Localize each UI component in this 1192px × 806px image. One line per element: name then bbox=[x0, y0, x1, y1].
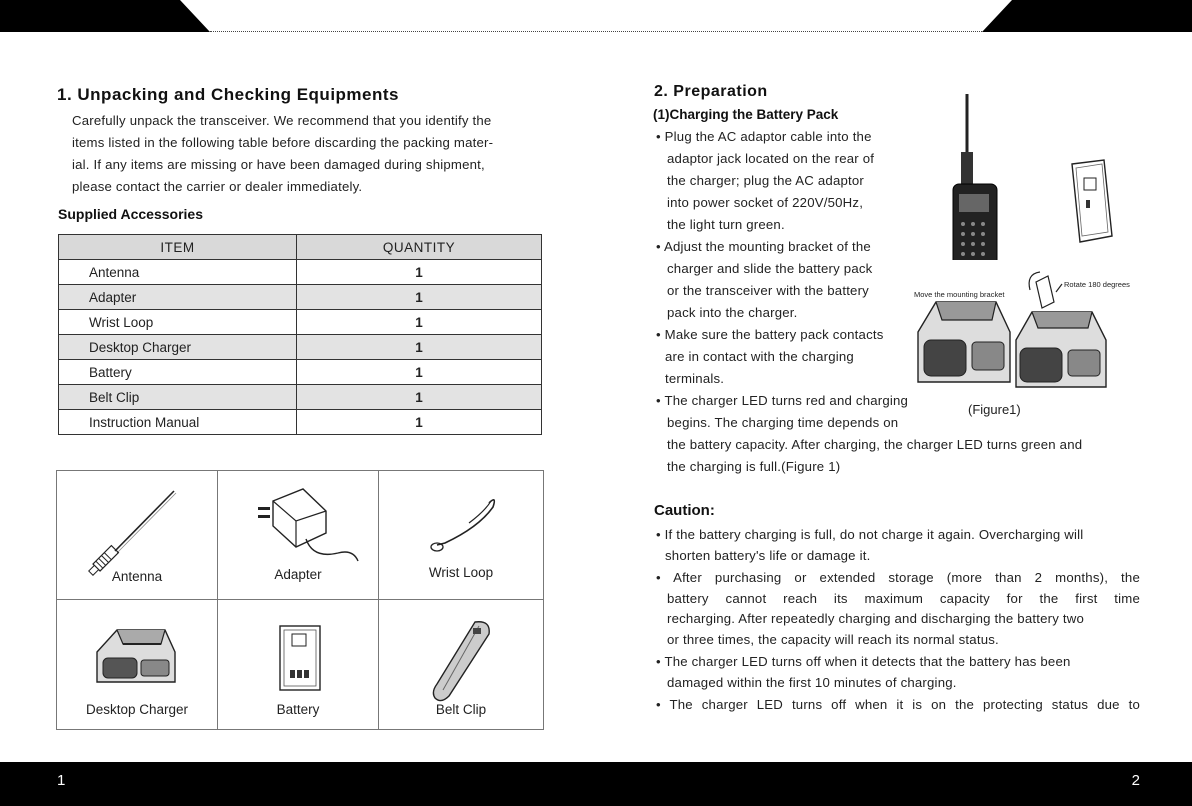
section-title-unpacking: 1. Unpacking and Checking Equipments bbox=[57, 85, 399, 104]
figure1-caption: (Figure1) bbox=[968, 402, 1021, 417]
item-cell: Antenna bbox=[59, 260, 297, 285]
table-row bbox=[59, 260, 542, 285]
grid-cell-wrist-loop bbox=[379, 471, 543, 600]
intro-line: items listed in the following table before discarding the packing mater- bbox=[72, 135, 494, 150]
table-header-row bbox=[59, 235, 542, 260]
page-number-right: 2 bbox=[1131, 772, 1140, 789]
qty-cell: 1 bbox=[297, 385, 542, 410]
qty-cell: 1 bbox=[297, 310, 542, 335]
bullet-line: the light turn green. bbox=[667, 217, 785, 232]
table-row bbox=[59, 285, 542, 310]
table-row bbox=[59, 410, 542, 435]
grid-cell-belt-clip bbox=[379, 600, 543, 729]
bullet-line: the battery capacity. After charging, the charger LED turns green and bbox=[667, 437, 1083, 452]
table-row bbox=[59, 385, 542, 410]
caution-line: damaged within the first 10 minutes of charging. bbox=[667, 674, 957, 690]
wrist-loop-icon bbox=[379, 471, 543, 600]
bullet-line: charger and slide the battery pack bbox=[667, 261, 873, 276]
figure1-chargers-illustration bbox=[906, 232, 1146, 392]
grid-cell-desktop-charger bbox=[57, 600, 218, 729]
bullet-line: • The charger LED turns red and charging bbox=[656, 393, 909, 408]
bullet-line: • Plug the AC adaptor cable into the bbox=[656, 129, 872, 144]
caution-line: or three times, the capacity will reach its normal status. bbox=[667, 631, 999, 647]
intro-line: ial. If any items are missing or have been damaged during shipment, bbox=[72, 157, 485, 172]
accessories-heading: Supplied Accessories bbox=[58, 206, 203, 222]
qty-cell: 1 bbox=[297, 285, 542, 310]
accessory-image-grid bbox=[56, 470, 544, 730]
footer-bar bbox=[0, 762, 1192, 806]
caution-line: recharging. After repeatedly charging and discharging the battery two bbox=[667, 611, 1084, 626]
label-move-bracket: Move the mounting bracket bbox=[914, 290, 1005, 299]
table-row bbox=[59, 360, 542, 385]
caution-line: • The charger LED turns off when it is on the protecting status due to bbox=[656, 697, 1140, 712]
grid-cell-antenna bbox=[57, 471, 218, 600]
header-dotted-line bbox=[210, 31, 982, 32]
bullet-mounting-bracket bbox=[656, 236, 872, 324]
table-row bbox=[59, 310, 542, 335]
page-number-left: 1 bbox=[57, 772, 66, 789]
header-left-tab bbox=[0, 0, 210, 32]
header-quantity: QUANTITY bbox=[297, 235, 542, 260]
item-cell: Instruction Manual bbox=[59, 410, 297, 435]
item-cell: Belt Clip bbox=[59, 385, 297, 410]
caution-line: shorten battery's life or damage it. bbox=[665, 547, 871, 563]
caution-line: • If the battery charging is full, do not charge it again. Overcharging will bbox=[656, 527, 1084, 542]
caption-belt-clip: Belt Clip bbox=[435, 702, 487, 717]
bullet-line: terminals. bbox=[665, 371, 725, 386]
header-item: ITEM bbox=[59, 235, 297, 260]
bullet-line: • Make sure the battery pack contacts bbox=[656, 327, 884, 342]
bullet-ac-adaptor bbox=[656, 126, 874, 236]
bullet-contacts bbox=[656, 324, 884, 390]
intro-line: please contact the carrier or dealer immediately. bbox=[72, 179, 363, 194]
caption-antenna: Antenna bbox=[111, 569, 163, 584]
accessories-table bbox=[58, 234, 542, 435]
intro-paragraph bbox=[72, 110, 493, 198]
battery-pack-icon bbox=[1068, 158, 1118, 248]
bullet-line: the charging is full.(Figure 1) bbox=[667, 459, 841, 474]
grid-cell-battery bbox=[218, 600, 379, 729]
bullet-line: adaptor jack located on the rear of bbox=[667, 151, 875, 166]
caution-line: • The charger LED turns off when it detects that the battery has been bbox=[656, 654, 1071, 669]
qty-cell: 1 bbox=[297, 260, 542, 285]
section-title-preparation: 2. Preparation bbox=[654, 83, 768, 100]
item-cell: Desktop Charger bbox=[59, 335, 297, 360]
table-row bbox=[59, 335, 542, 360]
caption-adapter: Adapter bbox=[274, 567, 322, 582]
intro-line: Carefully unpack the transceiver. We recommend that you identify the bbox=[72, 113, 492, 128]
bullet-line: pack into the charger. bbox=[667, 305, 798, 320]
caution-list bbox=[656, 525, 1140, 716]
item-cell: Adapter bbox=[59, 285, 297, 310]
radio-icon bbox=[945, 90, 1005, 260]
grid-cell-adapter bbox=[218, 471, 379, 600]
charging-subheading: (1)Charging the Battery Pack bbox=[653, 107, 839, 122]
qty-cell: 1 bbox=[297, 335, 542, 360]
bullet-line: or the transceiver with the battery bbox=[667, 283, 869, 298]
bullet-line: the charger; plug the AC adaptor bbox=[667, 173, 865, 188]
qty-cell: 1 bbox=[297, 410, 542, 435]
caption-wrist-loop: Wrist Loop bbox=[428, 565, 494, 580]
bullet-line: into power socket of 220V/50Hz, bbox=[667, 195, 864, 210]
bullet-line: are in contact with the charging bbox=[665, 349, 854, 364]
header-right-tab bbox=[982, 0, 1192, 32]
caution-title: Caution: bbox=[654, 502, 715, 519]
bullet-line: begins. The charging time depends on bbox=[667, 415, 899, 430]
item-cell: Wrist Loop bbox=[59, 310, 297, 335]
qty-cell: 1 bbox=[297, 360, 542, 385]
label-rotate: Rotate 180 degrees bbox=[1064, 280, 1130, 289]
caution-line: battery cannot reach its maximum capacity for the first time bbox=[667, 590, 1140, 606]
caption-desktop-charger: Desktop Charger bbox=[85, 702, 189, 717]
caption-battery: Battery bbox=[276, 702, 320, 717]
caution-line: • After purchasing or extended storage (more than 2 months), the bbox=[656, 570, 1140, 585]
item-cell: Battery bbox=[59, 360, 297, 385]
bullet-line: • Adjust the mounting bracket of the bbox=[656, 239, 871, 254]
